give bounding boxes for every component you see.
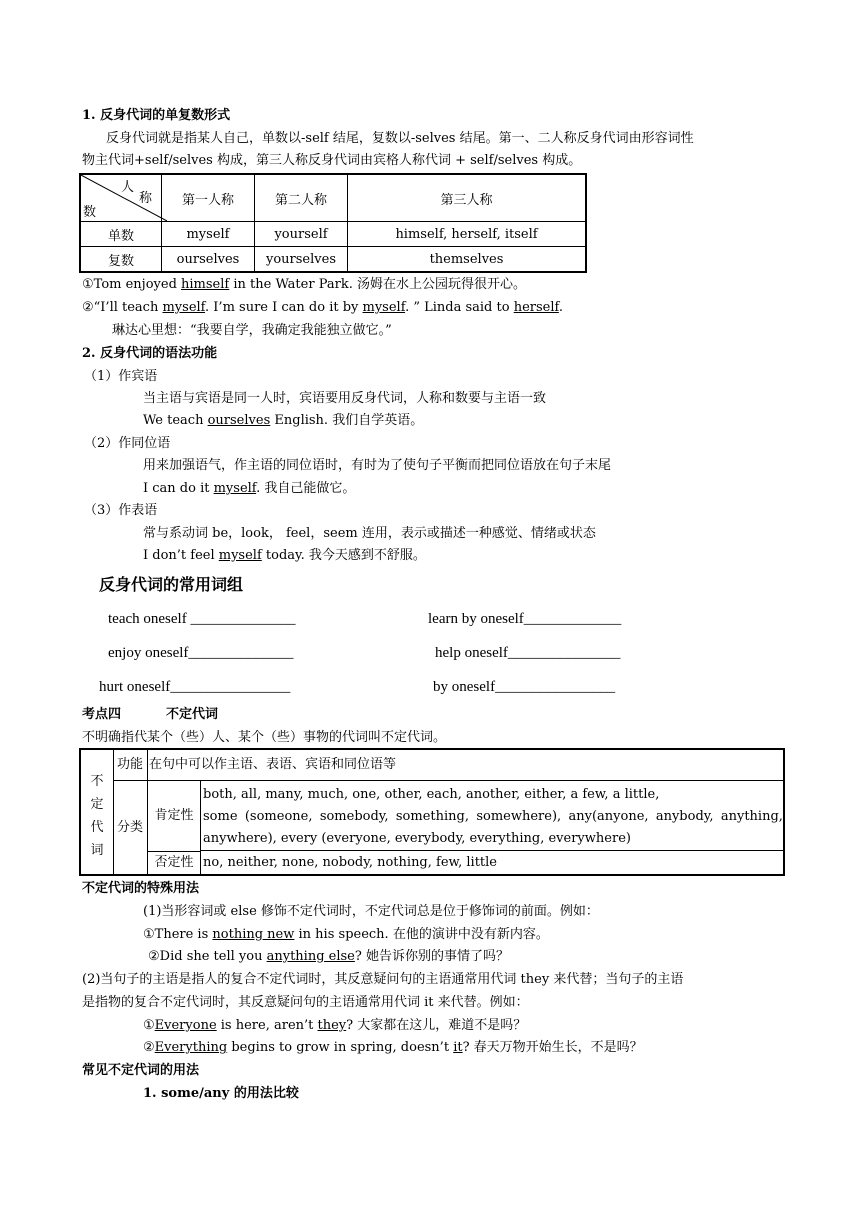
example-text: in the Water Park. 汤姆在水上公园玩得很开心。 xyxy=(229,277,526,292)
example-text: ②“I’ll teach xyxy=(82,300,163,315)
function-1-heading: （1）作宾语 xyxy=(84,369,158,384)
word: some xyxy=(203,809,238,824)
underlined-word: myself xyxy=(213,481,257,496)
example-text: ②Did she tell you xyxy=(148,949,267,964)
row-label: 复数 xyxy=(80,247,162,273)
special-usage-p2-example1 xyxy=(143,1017,526,1035)
example-text: ? 大家都在这儿，难道不是吗？ xyxy=(346,1018,527,1033)
underlined-word: himself xyxy=(181,277,230,292)
example-text: in his speech. 在他的演讲中没有新内容。 xyxy=(294,927,549,942)
function-3-example xyxy=(143,547,426,565)
underlined-word: anything else xyxy=(266,949,355,964)
section-1-title: 1. 反身代词的单复数形式 xyxy=(82,108,231,123)
side-char: 定 xyxy=(90,797,104,812)
example-text: ① xyxy=(143,1018,155,1033)
example-text: today. 我今天感到不舒服。 xyxy=(261,548,426,563)
special-usage-p1-example1 xyxy=(143,926,549,944)
phrase-item: enjoy oneself______________ xyxy=(108,645,294,661)
table-row xyxy=(80,247,586,273)
example-text: ? 春天万物开始生长，不是吗？ xyxy=(462,1040,643,1055)
table-cell: themselves xyxy=(348,247,587,273)
table-cell: himself, herself, itself xyxy=(348,222,587,247)
section-4-label: 考点四 xyxy=(82,707,122,722)
side-char: 词 xyxy=(90,843,104,858)
side-char: 代 xyxy=(90,820,104,835)
example-text: ①Tom enjoyed xyxy=(82,277,182,292)
special-usage-p1-example2 xyxy=(148,948,509,966)
word: any(anyone, xyxy=(568,809,649,824)
common-usage-title: 常见不定代词的用法 xyxy=(82,1063,200,1078)
special-usage-p2-line1: (2)当句子的主语是指人的复合不定代词时，其反意疑问句的主语通常用代词 they 来代替；当句子的主语 xyxy=(82,972,684,987)
negative-text: no, neither, none, nobody, nothing, few, little xyxy=(203,855,497,870)
func-text: 在句中可以作主语、表语、宾语和同位语等 xyxy=(147,750,783,781)
table-header: 第三人称 xyxy=(348,174,587,222)
function-3-heading: （3）作表语 xyxy=(84,503,158,518)
positive-text xyxy=(201,781,783,851)
example-text: . xyxy=(558,300,563,315)
table-header: 第一人称 xyxy=(162,174,255,222)
underlined-word: they xyxy=(317,1018,347,1033)
example-text: We teach xyxy=(143,413,208,428)
example-text: English. 我们自学英语。 xyxy=(270,413,424,428)
section-2-title: 2. 反身代词的语法功能 xyxy=(82,346,218,361)
negative-label: 否定性 xyxy=(148,852,201,874)
example-text: ② xyxy=(143,1040,155,1055)
side-char: 不 xyxy=(90,774,104,789)
phrase-item: help oneself_______________ xyxy=(435,645,621,661)
example-text: ①There is xyxy=(143,927,213,942)
table-cell: ourselves xyxy=(162,247,255,273)
underlined-word: myself xyxy=(362,300,406,315)
function-2-desc: 用来加强语气，作主语的同位语时，有时为了使句子平衡而把同位语放在句子末尾 xyxy=(143,458,612,473)
underlined-word: myself xyxy=(162,300,206,315)
word: anybody, xyxy=(655,809,714,824)
underlined-word: Everyone xyxy=(154,1018,217,1033)
underlined-word: myself xyxy=(218,548,262,563)
table-cell: yourself xyxy=(255,222,348,247)
corner-label-top: 人 xyxy=(121,180,135,195)
positive-line: both, all, many, much, one, other, each, another, either, a few, a little, xyxy=(203,787,660,802)
positive-line: anywhere), every (everyone, everybody, everything, everywhere) xyxy=(203,831,631,846)
underlined-word: it xyxy=(453,1040,463,1055)
example-text: ? 她告诉你别的事情了吗？ xyxy=(354,949,509,964)
underlined-word: herself xyxy=(513,300,559,315)
table-row xyxy=(80,222,586,247)
example-1 xyxy=(82,276,526,294)
section-1-intro-line2: 物主代词+self/selves 构成，第三人称反身代词由宾格人称代词 + self/selves 构成。 xyxy=(82,153,582,168)
word: anything, xyxy=(720,809,783,824)
corner-label-bottom: 数 xyxy=(83,205,97,220)
positive-label: 肯定性 xyxy=(148,781,201,852)
table-corner-cell xyxy=(80,174,162,222)
function-2-example xyxy=(143,480,355,498)
row-label: 单数 xyxy=(80,222,162,247)
reflexive-pronoun-table xyxy=(79,173,587,273)
function-3-desc: 常与系动词 be，look， feel，seem 连用，表示或描述一种感觉、情绪或状态 xyxy=(143,526,596,541)
example-2 xyxy=(82,299,563,317)
function-2-heading: （2）作同位语 xyxy=(84,436,171,451)
side-label-cell xyxy=(81,750,114,874)
example-2-translation: 琳达心里想：“我要自学，我确定我能独立做它。” xyxy=(112,323,392,338)
table-header: 第二人称 xyxy=(255,174,348,222)
phrase-item: teach oneself ______________ xyxy=(108,611,296,627)
table-cell: yourselves xyxy=(255,247,348,273)
func-label: 功能 xyxy=(113,750,148,781)
underlined-word: nothing new xyxy=(212,927,295,942)
phrase-item: learn by oneself_____________ xyxy=(428,611,622,627)
common-usage-subtitle: 1. some/any 的用法比较 xyxy=(143,1086,299,1101)
word: somewhere), xyxy=(476,809,562,824)
positive-line xyxy=(201,806,783,828)
word: (someone, xyxy=(244,809,313,824)
special-usage-p2-example2 xyxy=(143,1039,643,1057)
function-1-example xyxy=(143,412,423,430)
phrases-title: 反身代词的常用词组 xyxy=(99,575,244,594)
example-text: I don’t feel xyxy=(143,548,219,563)
corner-label-right: 称 xyxy=(139,191,153,206)
function-1-desc: 当主语与宾语是同一人时，宾语要用反身代词，人称和数要与主语一致 xyxy=(143,391,547,406)
special-usage-p1: (1)当形容词或 else 修饰不定代词时，不定代词总是位于修饰词的前面。例如： xyxy=(143,904,599,919)
special-usage-p2-line2: 是指物的复合不定代词时，其反意疑问句的主语通常用代词 it 来代替。例如： xyxy=(82,995,529,1010)
table-cell: myself xyxy=(162,222,255,247)
example-text: . I’m sure I can do it by xyxy=(205,300,363,315)
phrase-item: by oneself________________ xyxy=(433,679,616,695)
section-4-definition: 不明确指代某个（些）人、某个（些）事物的代词叫不定代词。 xyxy=(82,730,447,745)
example-text: begins to grow in spring, doesn’t xyxy=(227,1040,454,1055)
example-text: . ” Linda said to xyxy=(405,300,514,315)
indefinite-pronoun-table xyxy=(79,748,785,876)
special-usage-title: 不定代词的特殊用法 xyxy=(82,881,200,896)
underlined-word: Everything xyxy=(154,1040,228,1055)
section-4-title: 不定代词 xyxy=(166,707,219,722)
section-1-intro-line1: 反身代词就是指某人自己，单数以-self 结尾，复数以-selves 结尾。第一、二人称反身代词由形容词性 xyxy=(106,131,694,146)
phrase-item: hurt oneself________________ xyxy=(99,679,291,695)
example-text: . 我自己能做它。 xyxy=(256,481,356,496)
word: somebody, xyxy=(319,809,389,824)
side-label xyxy=(81,770,113,862)
example-text: I can do it xyxy=(143,481,214,496)
word: something, xyxy=(395,809,469,824)
class-label: 分类 xyxy=(113,781,148,874)
underlined-word: ourselves xyxy=(207,413,271,428)
example-text: is here, aren’t xyxy=(216,1018,318,1033)
